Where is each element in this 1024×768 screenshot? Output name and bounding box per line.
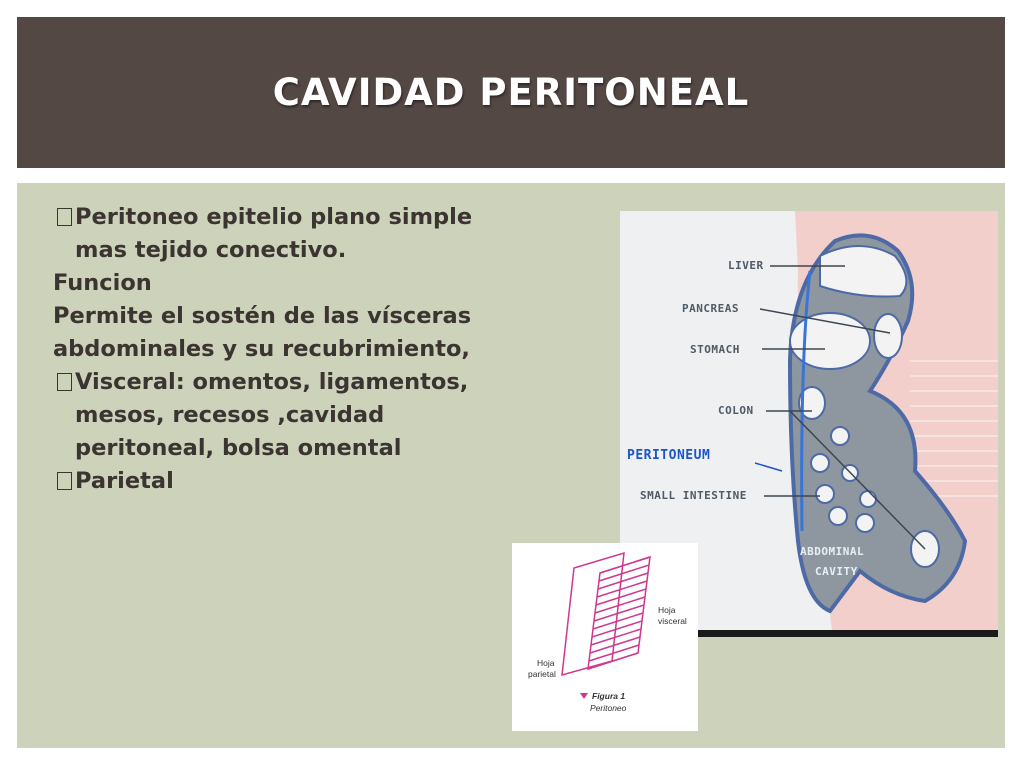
label-small-intestine: SMALL INTESTINE [640,489,747,502]
label-hoja-visceral-2: visceral [658,616,687,626]
label-liver: LIVER [728,259,764,272]
figure-subcaption: Peritoneo [590,703,627,713]
slide-title: CAVIDAD PERITONEAL [272,71,750,114]
label-hoja-parietal-1: Hoja [537,658,555,668]
label-peritoneum: PERITONEUM [627,448,711,463]
text-area [47,201,517,498]
label-hoja-parietal-2: parietal [528,669,556,679]
text-permite: Permite el sostén de las vísceras abdominales y su recubrimiento, [53,303,472,362]
label-stomach: STOMACH [690,343,740,356]
figure-caption: Figura 1 [592,691,626,701]
square-bullet-icon [57,472,72,490]
text-funcion: Funcion [53,270,152,296]
bullet-text: Peritoneo epitelio plano simple mas tejido conectivo. [75,204,473,263]
bullet-item-visceral [57,366,517,465]
square-bullet-icon [57,373,72,391]
bullet-item-parietal [57,465,517,498]
bullet-item-peritoneo [57,201,517,267]
bullet-text: Parietal [75,468,174,494]
label-cavity: CAVITY [815,565,858,578]
bullet-text: Visceral: omentos, ligamentos, mesos, recesos ,cavidad peritoneal, bolsa omental [75,369,469,461]
label-hoja-visceral-1: Hoja [658,605,676,615]
label-colon: COLON [718,404,754,417]
title-bar [17,17,1005,168]
label-abdominal: ABDOMINAL [800,545,865,558]
peritoneum-figure [512,543,698,731]
label-pancreas: PANCREAS [682,302,739,315]
square-bullet-icon [57,208,72,226]
